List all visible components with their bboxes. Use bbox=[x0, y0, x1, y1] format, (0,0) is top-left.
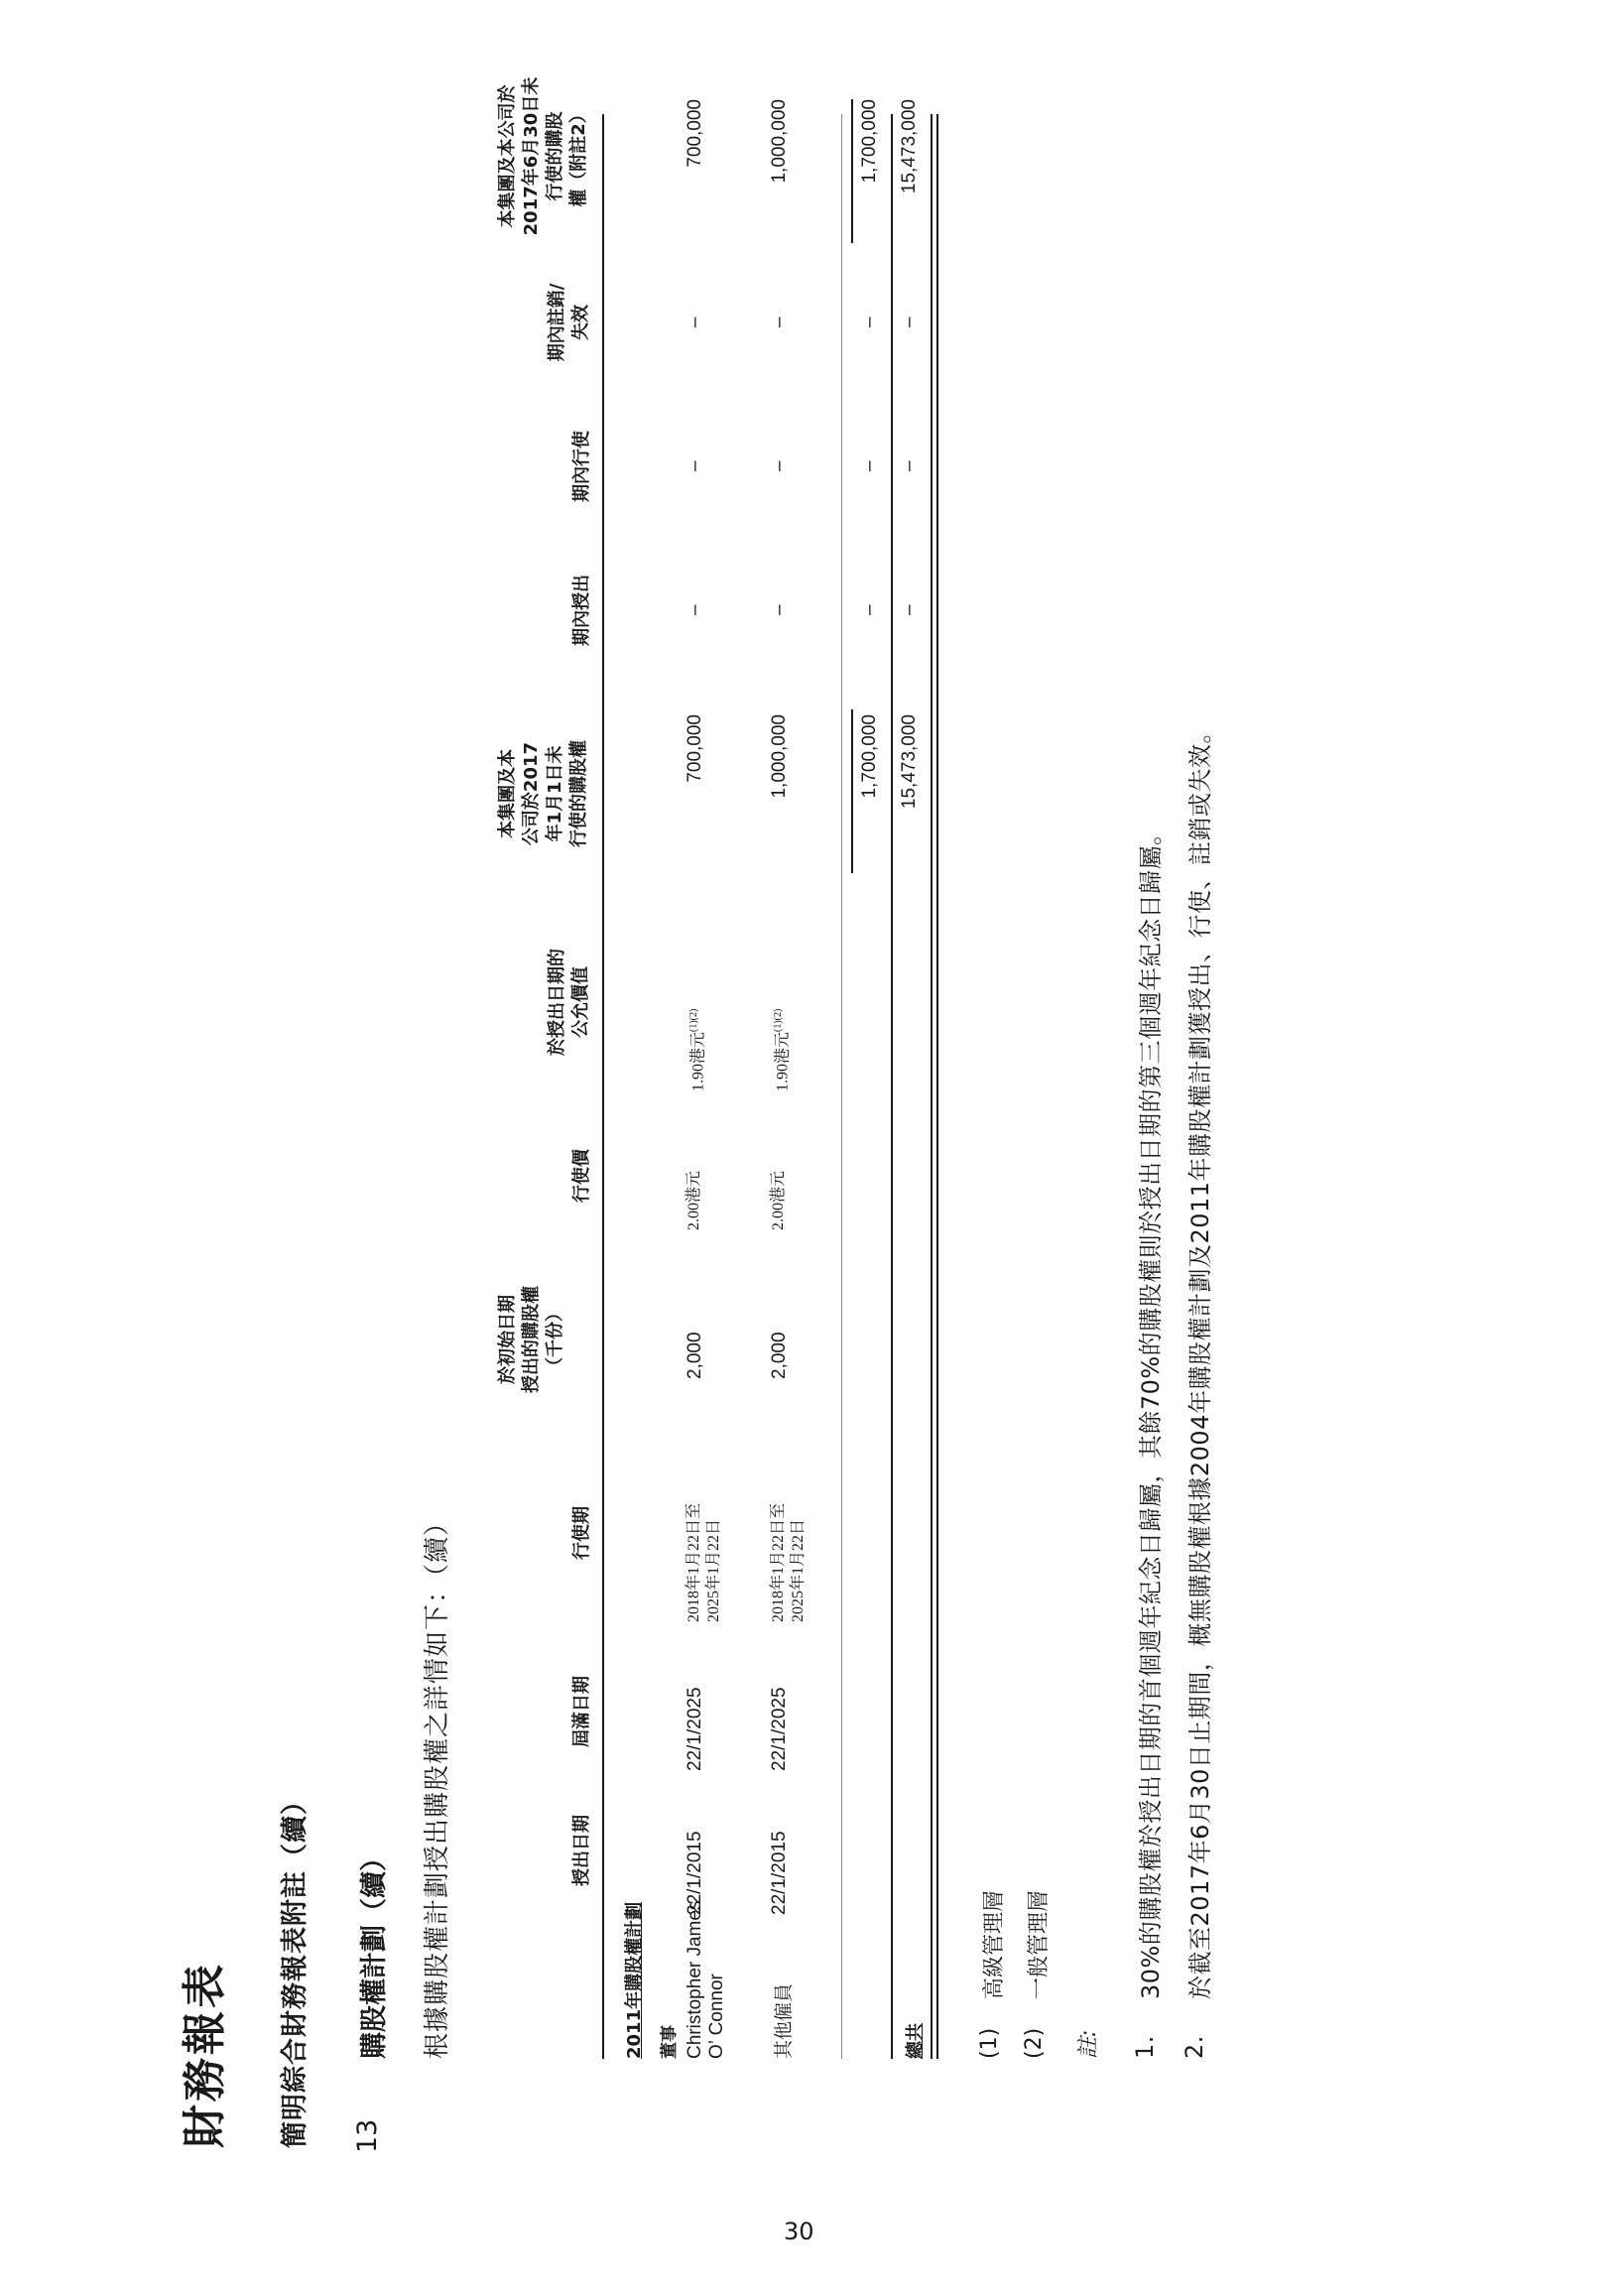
legend-text: 一般管理層 bbox=[1027, 1889, 1052, 1999]
subtotal-closing: 1,700,000 bbox=[859, 99, 880, 184]
row-name: Christopher James O’ Connor bbox=[685, 1900, 727, 2059]
row-cancelled: – bbox=[769, 317, 790, 327]
section-subtitle: 簡明綜合財務報表附註（續） bbox=[280, 1787, 311, 2148]
legend-marker: (2) bbox=[1022, 2027, 1047, 2059]
header-rule bbox=[602, 114, 604, 2059]
subtotal-rule-closing bbox=[851, 99, 853, 243]
subtotal-cancelled: – bbox=[859, 317, 880, 327]
col-header-fair-value: 於授出日期的 公允價值 bbox=[547, 949, 591, 1056]
row-exercise-period: 2018年1月22日至 2025年1月22日 bbox=[685, 1502, 722, 1622]
subtotal-opening: 1,700,000 bbox=[859, 714, 880, 799]
subtotal-exercised: – bbox=[859, 460, 880, 471]
row-exercised: – bbox=[769, 460, 790, 471]
intro-text: 根據購股權計劃授出購股權之詳情如下：（續） bbox=[423, 1508, 452, 2059]
row-grant-date: 22/1/2015 bbox=[769, 1831, 790, 1915]
row-grant-date: 22/1/2015 bbox=[685, 1831, 705, 1915]
col-header-opening-balance: 本集團及本 公司於2017 年1月1日未 行使的購股權 bbox=[497, 740, 589, 847]
plan-heading: 2011年購股權計劃 bbox=[624, 1901, 645, 2059]
row-exercised: – bbox=[685, 460, 705, 471]
group-label-directors: 董事 bbox=[660, 2025, 680, 2059]
total-granted: – bbox=[899, 604, 920, 615]
col-header-cancelled: 期內註銷/ 失效 bbox=[547, 283, 591, 362]
total-closing: 15,473,000 bbox=[899, 99, 920, 194]
section-title: 購股權計劃（續） bbox=[359, 1845, 390, 2059]
col-header-exercise-period: 行使期 bbox=[571, 1506, 592, 1560]
subtotal-rule bbox=[851, 709, 853, 873]
page-number: 30 bbox=[784, 2218, 814, 2245]
row-initial-options: 2,000 bbox=[769, 1332, 790, 1379]
legend-text: 高級管理層 bbox=[982, 1889, 1007, 1999]
total-top-rule bbox=[891, 114, 893, 2059]
section-number: 13 bbox=[352, 2118, 383, 2153]
total-opening: 15,473,000 bbox=[899, 714, 920, 810]
note-number: 1. bbox=[1131, 2035, 1159, 2059]
notes-heading: 註: bbox=[1076, 2029, 1101, 2059]
row-fair-value: 1.90港元$^{(1)(2)}$ bbox=[688, 1008, 707, 1091]
row-closing-balance: 700,000 bbox=[685, 99, 705, 168]
row-opening-balance: 1,000,000 bbox=[769, 714, 790, 799]
row-closing-balance: 1,000,000 bbox=[769, 99, 790, 184]
total-cancelled: – bbox=[899, 317, 920, 327]
rotated-page-content bbox=[0, 76, 1270, 2223]
col-header-grant-date: 授出日期 bbox=[571, 1815, 592, 1886]
total-bottom-rule-2 bbox=[936, 114, 938, 2059]
row-expiry-date: 22/1/2025 bbox=[769, 1687, 790, 1771]
row-initial-options: 2,000 bbox=[685, 1332, 705, 1379]
col-header-exercise-price: 行使價 bbox=[571, 1149, 592, 1203]
total-exercised: – bbox=[899, 460, 920, 471]
col-header-exercised: 期內行使 bbox=[571, 431, 592, 502]
col-header-granted: 期內授出 bbox=[571, 574, 592, 646]
row-cancelled: – bbox=[685, 317, 705, 327]
row-exercise-period: 2018年1月22日至 2025年1月22日 bbox=[770, 1502, 807, 1622]
legend-marker: (1) bbox=[977, 2027, 1002, 2059]
row-exercise-price: 2.00港元 bbox=[685, 1170, 702, 1230]
page-title: 財務報表 bbox=[180, 1962, 230, 2148]
row-granted: – bbox=[769, 604, 790, 615]
col-header-initial-options: 於初始日期 授出的購股權 （千份） bbox=[497, 1286, 565, 1393]
total-label: 總共 bbox=[905, 2023, 926, 2059]
row-rule bbox=[841, 114, 842, 2059]
col-header-closing-balance: 本集團及本公司於 2017年6月30日未 行使的購股 權（附註2） bbox=[497, 76, 589, 236]
subtotal-granted: – bbox=[859, 604, 880, 615]
total-bottom-rule-1 bbox=[931, 114, 933, 2059]
row-opening-balance: 700,000 bbox=[685, 714, 705, 783]
col-header-expiry-date: 屆滿日期 bbox=[571, 1676, 592, 1747]
row-name: 其他僱員 bbox=[774, 1982, 795, 2059]
note-text: 於截至2017年6月30日止期間，概無購股權根據2004年購股權計劃及2011年購股權計劃獲授出、行使、註銷或失效。 bbox=[1186, 718, 1214, 1999]
row-granted: – bbox=[685, 604, 705, 615]
row-fair-value: 1.90港元$^{(1)(2)}$ bbox=[773, 1008, 792, 1091]
note-text: 30%的購股權於授出日期的首個週年紀念日歸屬，其餘70%的購股權則於授出日期的第三個週年紀念日歸屬。 bbox=[1137, 821, 1165, 1999]
row-expiry-date: 22/1/2025 bbox=[685, 1687, 705, 1771]
note-number: 2. bbox=[1181, 2035, 1208, 2059]
row-exercise-price: 2.00港元 bbox=[770, 1170, 787, 1230]
